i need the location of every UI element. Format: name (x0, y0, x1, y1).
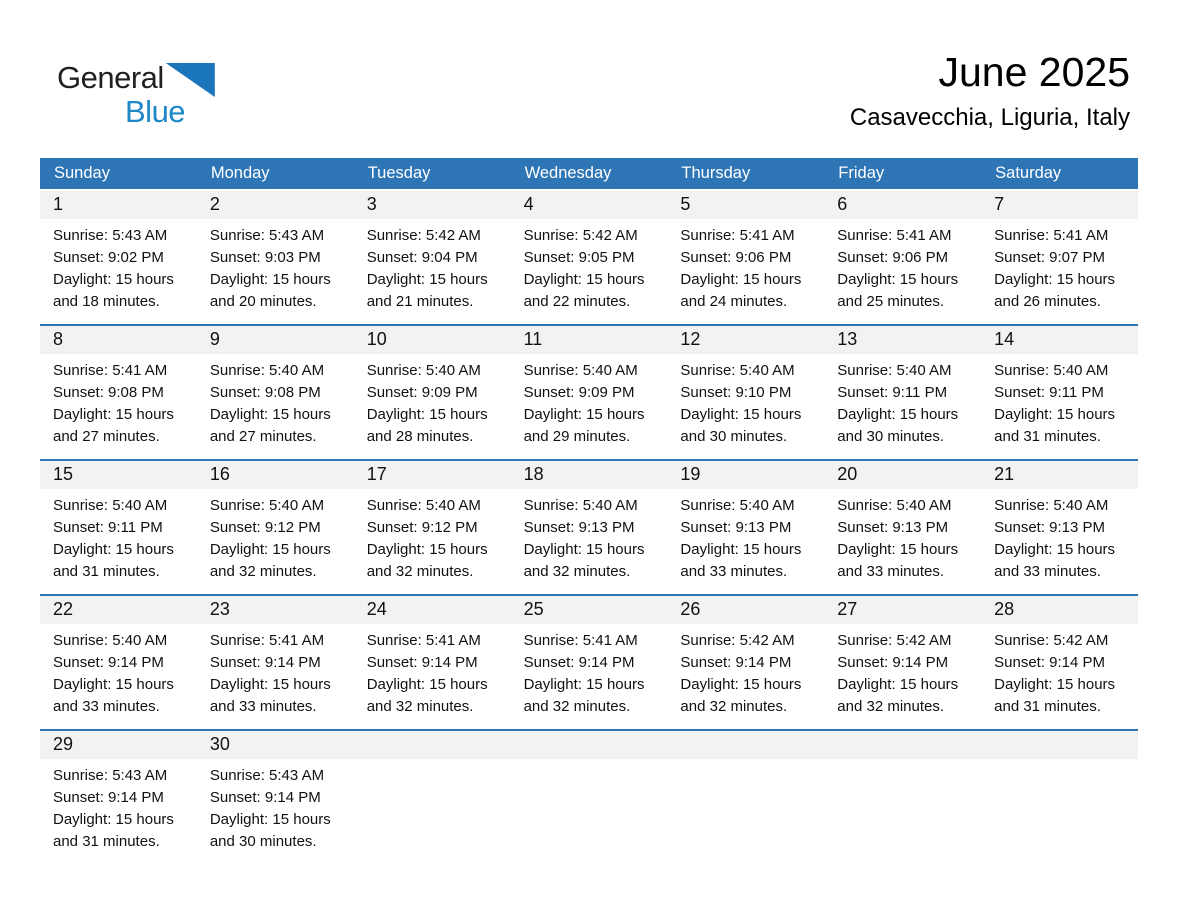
day-number: 15 (40, 461, 197, 489)
day-info (511, 489, 668, 583)
sunrise-text: Sunrise: 5:40 AM (680, 362, 795, 379)
daylight-text: Daylight: 15 hours and 22 minutes. (523, 271, 645, 310)
day-number: 17 (354, 461, 511, 489)
sunrise-text: Sunrise: 5:40 AM (53, 497, 168, 514)
day-info (197, 489, 354, 583)
day-cell-24 (354, 596, 511, 729)
sunrise-text: Sunrise: 5:40 AM (209, 362, 325, 379)
location-subtitle: Casavecchia, Liguria, Italy (849, 104, 1130, 132)
day-info (40, 489, 197, 583)
daylight-text: Daylight: 15 hours and 25 minutes. (837, 271, 959, 310)
sunrise-text: Sunrise: 5:41 AM (523, 632, 638, 649)
day-cell-empty (354, 731, 511, 864)
day-number: 20 (824, 461, 981, 489)
day-cell-26 (667, 596, 824, 729)
day-cell-28 (981, 596, 1138, 729)
sunset-text: Sunset: 9:13 PM (994, 519, 1106, 536)
day-number: 8 (40, 326, 197, 354)
sunrise-text: Sunrise: 5:42 AM (837, 632, 952, 649)
sunrise-text: Sunrise: 5:43 AM (209, 227, 325, 244)
sunset-text: Sunset: 9:11 PM (53, 519, 163, 536)
day-info (40, 759, 197, 853)
sunset-text: Sunset: 9:09 PM (523, 384, 635, 401)
day-info (824, 489, 981, 583)
week-row-3 (40, 459, 1138, 594)
day-info (824, 354, 981, 448)
day-number: 2 (197, 191, 354, 219)
sunset-text: Sunset: 9:14 PM (209, 789, 321, 806)
sunrise-text: Sunrise: 5:40 AM (523, 362, 638, 379)
day-info (981, 759, 1138, 765)
day-info (667, 759, 824, 765)
day-cell-15 (40, 461, 197, 594)
sunset-text: Sunset: 9:14 PM (366, 654, 478, 671)
daylight-text: Daylight: 15 hours and 31 minutes. (53, 811, 174, 850)
day-info (511, 354, 668, 448)
day-info (824, 219, 981, 313)
sunrise-text: Sunrise: 5:41 AM (680, 227, 795, 244)
sunrise-text: Sunrise: 5:40 AM (680, 497, 795, 514)
calendar-table (40, 158, 1138, 864)
page-header (0, 0, 1188, 158)
day-info (511, 759, 668, 765)
sunrise-text: Sunrise: 5:40 AM (994, 362, 1109, 379)
daylight-text: Daylight: 15 hours and 32 minutes. (523, 541, 645, 580)
sunset-text: Sunset: 9:07 PM (994, 249, 1106, 266)
sunrise-text: Sunrise: 5:40 AM (53, 632, 168, 649)
day-number (981, 731, 1138, 759)
day-info (667, 489, 824, 583)
day-info (981, 354, 1138, 448)
day-number: 26 (667, 596, 824, 624)
sunrise-text: Sunrise: 5:40 AM (994, 497, 1109, 514)
day-number: 3 (354, 191, 511, 219)
day-number: 22 (40, 596, 197, 624)
day-info (40, 219, 197, 313)
daylight-text: Daylight: 15 hours and 33 minutes. (994, 541, 1116, 580)
day-number: 5 (667, 191, 824, 219)
day-info (511, 219, 668, 313)
day-number: 21 (981, 461, 1138, 489)
weekday-header-monday: Monday (210, 164, 270, 182)
day-cell-25 (511, 596, 668, 729)
sunrise-text: Sunrise: 5:43 AM (53, 227, 168, 244)
sunrise-text: Sunrise: 5:41 AM (837, 227, 952, 244)
day-number: 19 (667, 461, 824, 489)
day-cell-17 (354, 461, 511, 594)
day-info (354, 624, 511, 718)
sunrise-text: Sunrise: 5:40 AM (209, 497, 325, 514)
sunset-text: Sunset: 9:13 PM (837, 519, 949, 536)
daylight-text: Daylight: 15 hours and 31 minutes. (994, 406, 1116, 445)
day-number (667, 731, 824, 759)
title-block (850, 50, 1130, 132)
month-title: June 2025 (938, 49, 1130, 95)
daylight-text: Daylight: 15 hours and 27 minutes. (53, 406, 174, 445)
day-info (197, 219, 354, 313)
day-info (197, 759, 354, 853)
day-cell-empty (824, 731, 981, 864)
weekday-header-sunday: Sunday (54, 164, 110, 182)
logo-text-blue: Blue (125, 94, 186, 129)
sunset-text: Sunset: 9:02 PM (53, 249, 164, 266)
day-number: 18 (511, 461, 668, 489)
day-number: 28 (981, 596, 1138, 624)
daylight-text: Daylight: 15 hours and 20 minutes. (209, 271, 331, 310)
sunset-text: Sunset: 9:13 PM (523, 519, 635, 536)
day-info (197, 624, 354, 718)
daylight-text: Daylight: 15 hours and 32 minutes. (523, 676, 645, 715)
sunset-text: Sunset: 9:11 PM (994, 384, 1104, 401)
sunset-text: Sunset: 9:14 PM (53, 654, 164, 671)
sunset-text: Sunset: 9:05 PM (523, 249, 635, 266)
day-number: 13 (824, 326, 981, 354)
day-info (981, 219, 1138, 313)
day-cell-18 (511, 461, 668, 594)
day-cell-14 (981, 326, 1138, 459)
sunset-text: Sunset: 9:08 PM (53, 384, 164, 401)
day-number: 30 (197, 731, 354, 759)
sunset-text: Sunset: 9:12 PM (209, 519, 321, 536)
day-info (824, 759, 981, 765)
weekday-header-friday: Friday (838, 164, 885, 182)
day-cell-empty (511, 731, 668, 864)
day-info (354, 489, 511, 583)
day-number: 24 (354, 596, 511, 624)
sunrise-text: Sunrise: 5:42 AM (523, 227, 638, 244)
week-row-1 (40, 191, 1138, 324)
day-info (197, 354, 354, 448)
day-cell-30 (197, 731, 354, 864)
sunrise-text: Sunrise: 5:40 AM (837, 362, 952, 379)
week-row-2 (40, 324, 1138, 459)
sunrise-text: Sunrise: 5:40 AM (366, 497, 481, 514)
weekday-header-row (40, 158, 1138, 189)
day-info (667, 354, 824, 448)
day-info (354, 219, 511, 313)
sunset-text: Sunset: 9:04 PM (366, 249, 478, 266)
sunset-text: Sunset: 9:14 PM (53, 789, 164, 806)
day-info (981, 624, 1138, 718)
sunset-text: Sunset: 9:14 PM (523, 654, 635, 671)
day-cell-empty (667, 731, 824, 864)
weekday-header-thursday: Thursday (681, 164, 751, 182)
day-cell-2 (197, 191, 354, 324)
daylight-text: Daylight: 15 hours and 31 minutes. (994, 676, 1116, 715)
sunrise-text: Sunrise: 5:40 AM (523, 497, 638, 514)
day-cell-21 (981, 461, 1138, 594)
sunset-text: Sunset: 9:03 PM (209, 249, 321, 266)
day-number: 1 (40, 191, 197, 219)
day-cell-1 (40, 191, 197, 324)
day-cell-27 (824, 596, 981, 729)
sunset-text: Sunset: 9:14 PM (680, 654, 792, 671)
day-number: 14 (981, 326, 1138, 354)
sunset-text: Sunset: 9:14 PM (994, 654, 1106, 671)
daylight-text: Daylight: 15 hours and 30 minutes. (209, 811, 331, 850)
day-number: 9 (197, 326, 354, 354)
daylight-text: Daylight: 15 hours and 33 minutes. (837, 541, 959, 580)
daylight-text: Daylight: 15 hours and 33 minutes. (53, 676, 174, 715)
day-cell-7 (981, 191, 1138, 324)
sunset-text: Sunset: 9:08 PM (209, 384, 321, 401)
sunrise-text: Sunrise: 5:41 AM (994, 227, 1109, 244)
daylight-text: Daylight: 15 hours and 26 minutes. (994, 271, 1116, 310)
sunrise-text: Sunrise: 5:43 AM (209, 767, 325, 784)
day-cell-23 (197, 596, 354, 729)
daylight-text: Daylight: 15 hours and 32 minutes. (209, 541, 331, 580)
daylight-text: Daylight: 15 hours and 21 minutes. (366, 271, 488, 310)
day-info (354, 759, 511, 765)
daylight-text: Daylight: 15 hours and 29 minutes. (523, 406, 645, 445)
day-cell-20 (824, 461, 981, 594)
sunrise-text: Sunrise: 5:41 AM (366, 632, 481, 649)
day-cell-29 (40, 731, 197, 864)
day-number: 27 (824, 596, 981, 624)
day-cell-8 (40, 326, 197, 459)
day-number (511, 731, 668, 759)
sunrise-text: Sunrise: 5:41 AM (53, 362, 168, 379)
day-cell-19 (667, 461, 824, 594)
logo-row (57, 62, 215, 97)
daylight-text: Daylight: 15 hours and 32 minutes. (837, 676, 959, 715)
day-info (511, 624, 668, 718)
weekday-header-wednesday: Wednesday (524, 164, 612, 182)
day-number: 6 (824, 191, 981, 219)
day-cell-11 (511, 326, 668, 459)
day-info (354, 354, 511, 448)
day-number: 4 (511, 191, 668, 219)
daylight-text: Daylight: 15 hours and 30 minutes. (837, 406, 959, 445)
daylight-text: Daylight: 15 hours and 30 minutes. (680, 406, 802, 445)
sunset-text: Sunset: 9:06 PM (680, 249, 792, 266)
sunrise-text: Sunrise: 5:42 AM (994, 632, 1109, 649)
day-number: 7 (981, 191, 1138, 219)
sunset-text: Sunset: 9:06 PM (837, 249, 949, 266)
day-cell-9 (197, 326, 354, 459)
day-info (40, 354, 197, 448)
sunset-text: Sunset: 9:10 PM (680, 384, 792, 401)
general-blue-logo (57, 62, 215, 127)
day-cell-empty (981, 731, 1138, 864)
day-cell-12 (667, 326, 824, 459)
sunset-text: Sunset: 9:11 PM (837, 384, 948, 401)
day-info (824, 624, 981, 718)
day-cell-16 (197, 461, 354, 594)
daylight-text: Daylight: 15 hours and 32 minutes. (366, 541, 488, 580)
day-cell-13 (824, 326, 981, 459)
daylight-text: Daylight: 15 hours and 28 minutes. (366, 406, 488, 445)
day-info (667, 219, 824, 313)
week-rows-container (40, 191, 1138, 864)
day-number (824, 731, 981, 759)
day-cell-22 (40, 596, 197, 729)
weekday-header-saturday: Saturday (995, 164, 1062, 182)
day-number: 12 (667, 326, 824, 354)
daylight-text: Daylight: 15 hours and 32 minutes. (366, 676, 488, 715)
daylight-text: Daylight: 15 hours and 27 minutes. (209, 406, 331, 445)
sunset-text: Sunset: 9:12 PM (366, 519, 478, 536)
daylight-text: Daylight: 15 hours and 18 minutes. (53, 271, 174, 310)
daylight-text: Daylight: 15 hours and 32 minutes. (680, 676, 802, 715)
day-number: 23 (197, 596, 354, 624)
day-cell-5 (667, 191, 824, 324)
daylight-text: Daylight: 15 hours and 31 minutes. (53, 541, 174, 580)
sunrise-text: Sunrise: 5:41 AM (209, 632, 325, 649)
week-row-4 (40, 594, 1138, 729)
sunset-text: Sunset: 9:13 PM (680, 519, 792, 536)
sunrise-text: Sunrise: 5:42 AM (366, 227, 481, 244)
day-number: 10 (354, 326, 511, 354)
sunset-text: Sunset: 9:14 PM (209, 654, 321, 671)
logo-text-general: General (57, 60, 164, 95)
day-info (667, 624, 824, 718)
day-cell-3 (354, 191, 511, 324)
day-number: 29 (40, 731, 197, 759)
day-number: 11 (511, 326, 668, 354)
day-number: 25 (511, 596, 668, 624)
day-info (40, 624, 197, 718)
day-cell-4 (511, 191, 668, 324)
day-info (981, 489, 1138, 583)
sunset-text: Sunset: 9:14 PM (837, 654, 949, 671)
weekday-header-tuesday: Tuesday (367, 164, 431, 182)
sunrise-text: Sunrise: 5:40 AM (837, 497, 952, 514)
sunrise-text: Sunrise: 5:40 AM (366, 362, 481, 379)
daylight-text: Daylight: 15 hours and 33 minutes. (680, 541, 802, 580)
day-number: 16 (197, 461, 354, 489)
logo-triangle-icon (166, 63, 215, 97)
sunset-text: Sunset: 9:09 PM (366, 384, 478, 401)
day-number (354, 731, 511, 759)
daylight-text: Daylight: 15 hours and 33 minutes. (209, 676, 331, 715)
day-cell-10 (354, 326, 511, 459)
daylight-text: Daylight: 15 hours and 24 minutes. (680, 271, 802, 310)
week-row-5 (40, 729, 1138, 864)
day-cell-6 (824, 191, 981, 324)
sunrise-text: Sunrise: 5:42 AM (680, 632, 795, 649)
sunrise-text: Sunrise: 5:43 AM (53, 767, 168, 784)
